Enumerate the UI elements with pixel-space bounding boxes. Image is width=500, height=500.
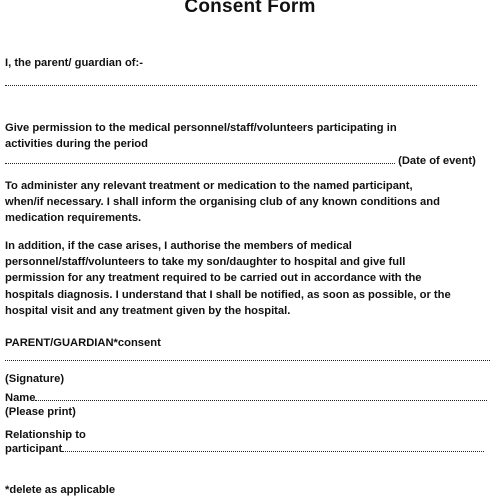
form-title: Consent Form [184,0,316,17]
permission-line: Give permission to the medical personnel/staff/volunteers participating in [5,122,397,134]
authorise-line: In addition, if the case arises, I authorise the members of medical [5,240,352,252]
date-of-event-field[interactable] [5,161,395,164]
signature-field[interactable] [5,358,490,361]
name-label: Name [5,392,36,404]
treatment-paragraph [5,178,493,227]
participant-name-field[interactable] [5,83,477,86]
name-field[interactable] [35,398,487,401]
permission-line: activities during the period [5,138,148,151]
authorise-line: permission for any treatment required to be carried out in accordance with the [5,272,422,285]
consent-heading: PARENT/GUARDIAN*consent [5,337,161,349]
treatment-line: To administer any relevant treatment or medication to the named participant, [5,180,413,192]
signature-label: (Signature) [5,373,65,385]
authorise-line: hospitals diagnosis. I understand that I shall be notified, as soon as possible, or the [5,288,451,301]
relationship-field[interactable] [62,449,484,452]
name-row [5,391,487,406]
authorise-paragraph [5,238,493,319]
delete-note: *delete as applicable [5,484,116,496]
please-print-label: (Please print) [5,406,76,418]
date-of-event-row [5,154,476,169]
participant-label: participant [5,443,63,455]
parent-guardian-of-label: I, the parent/ guardian of:- [5,57,143,69]
authorise-line: personnel/staff/volunteers to take my son/daughter to hospital and give full [5,256,406,269]
treatment-line: medication requirements. [5,212,142,225]
authorise-line: hospital visit and any treatment given by the hospital. [5,304,291,317]
relationship-label: Relationship to [5,429,86,441]
treatment-line: when/if necessary. I shall inform the organising club of any known conditions and [5,196,440,209]
permission-paragraph [5,120,493,152]
date-of-event-label: (Date of event) [398,155,476,167]
relationship-row [5,442,484,457]
